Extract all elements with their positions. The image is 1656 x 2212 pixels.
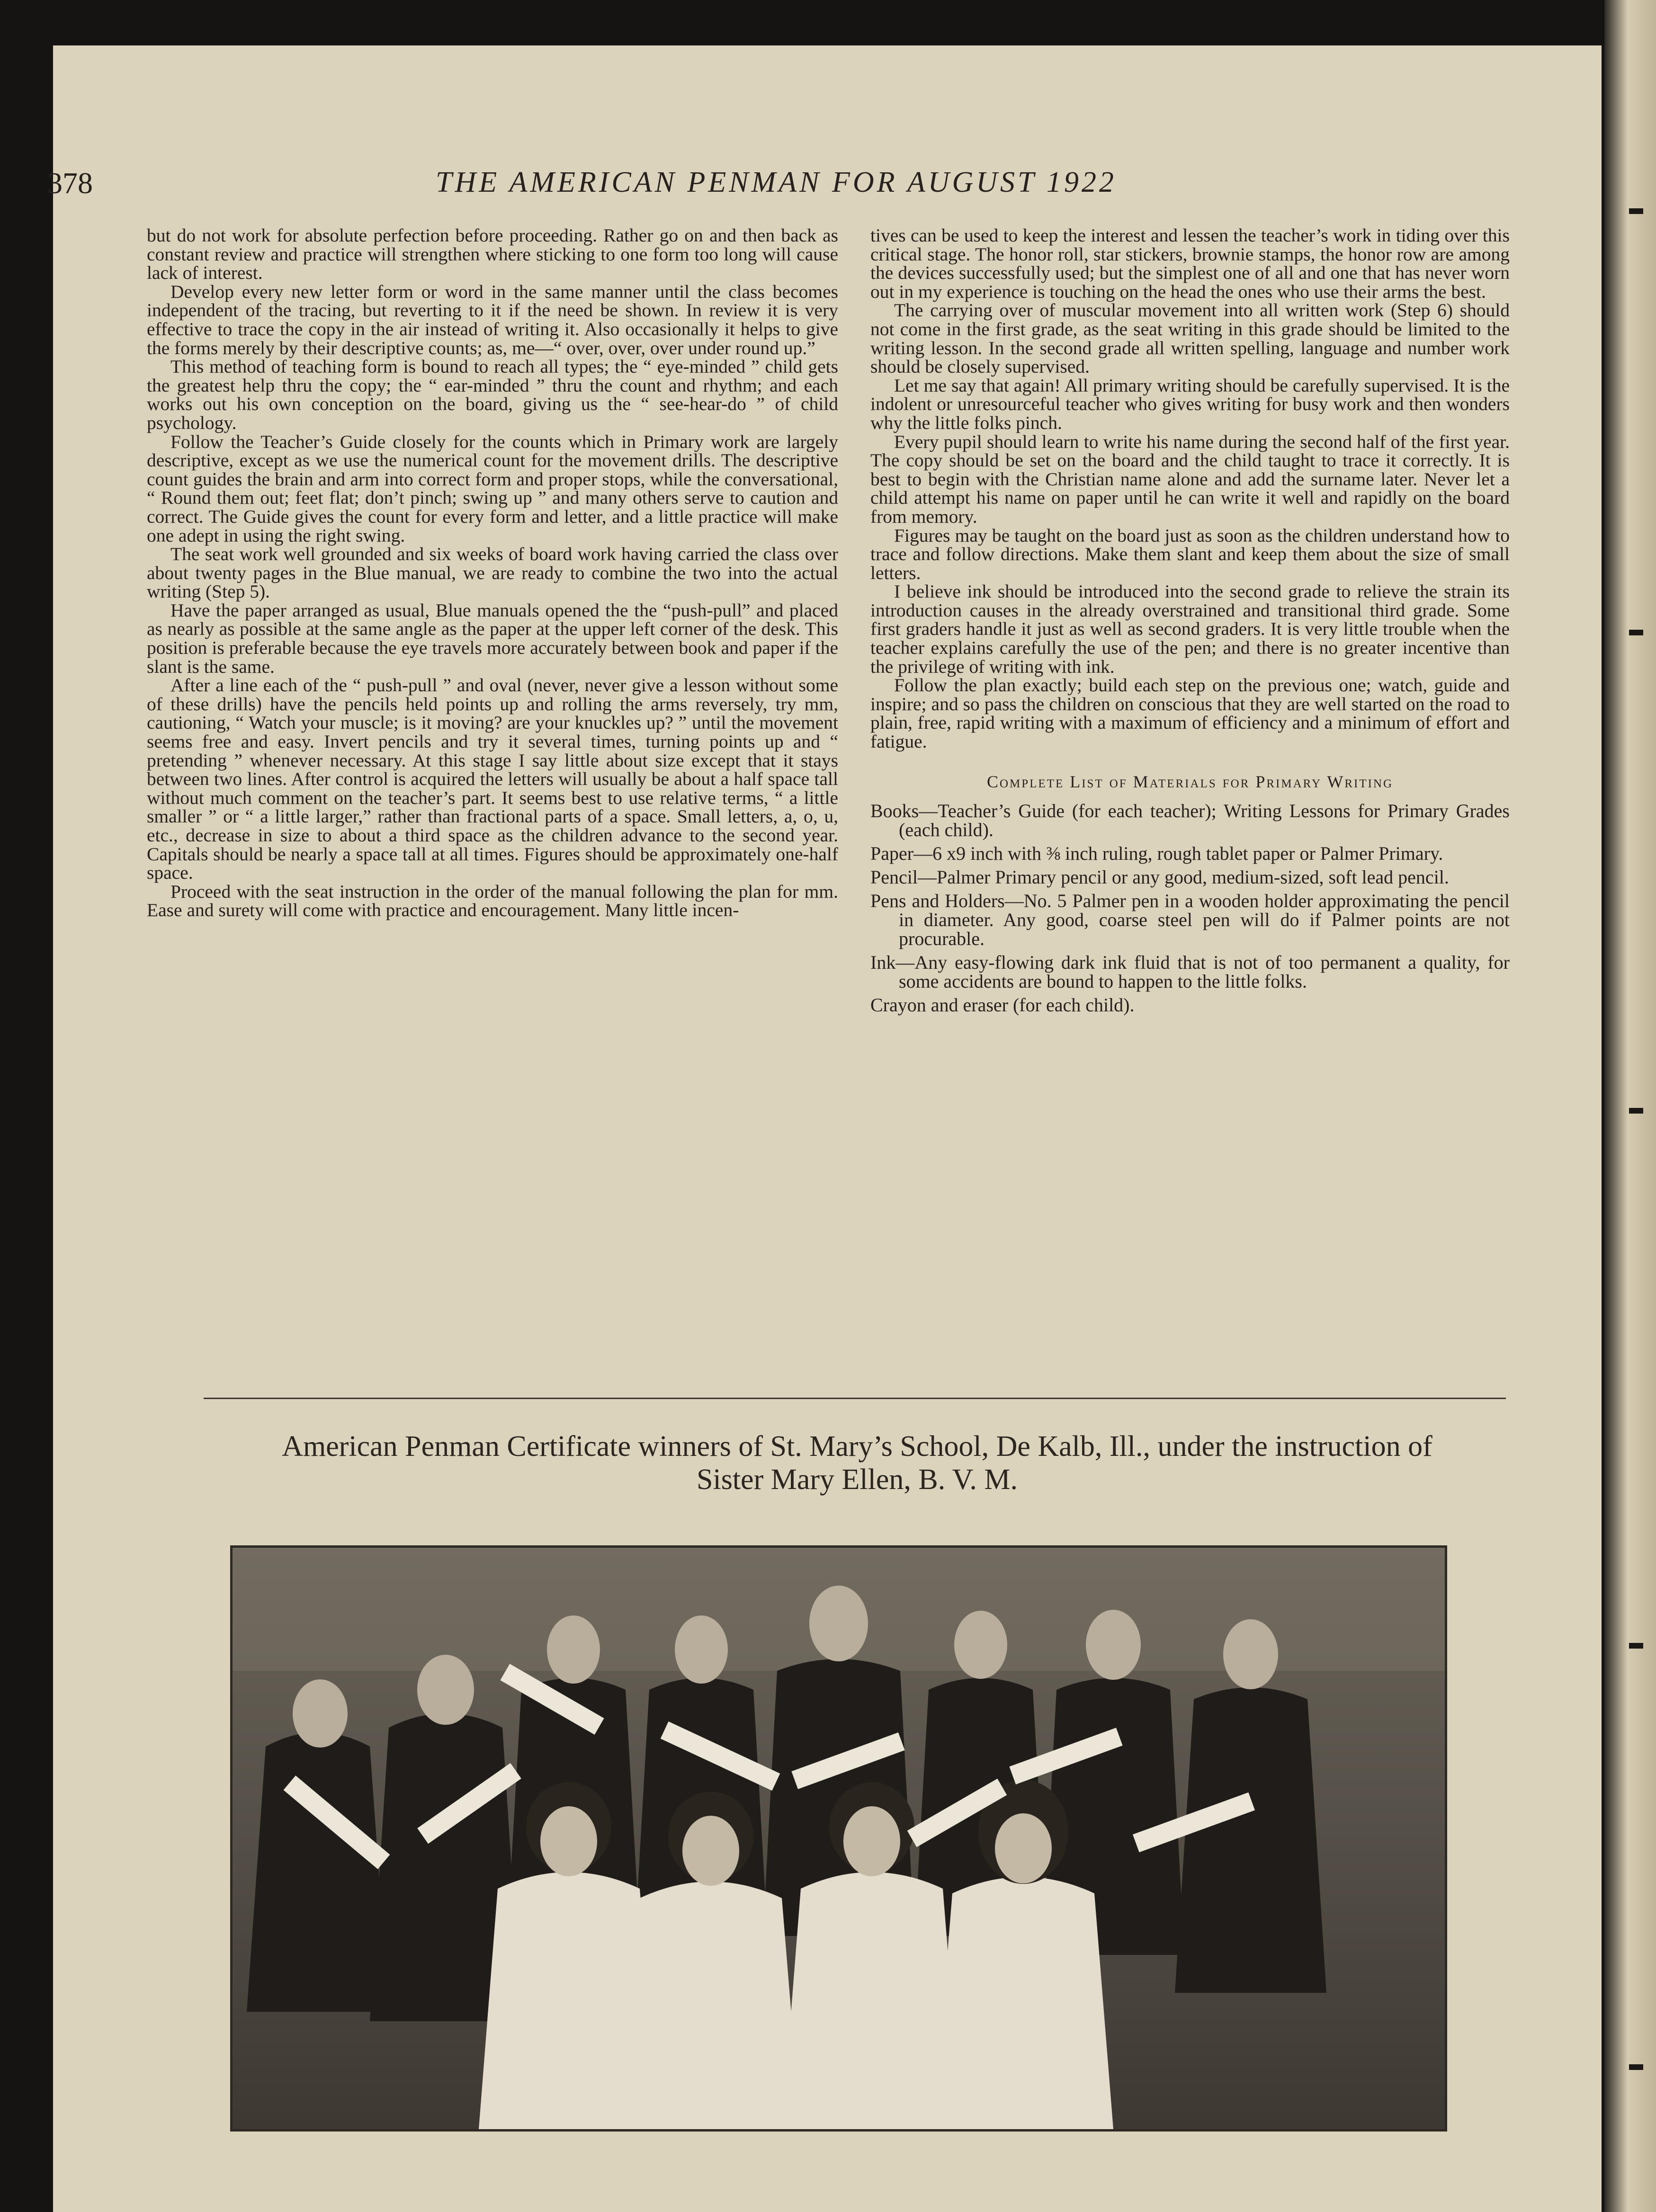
paragraph: I believe ink should be introduced into the second grade to relieve the strain its introduction causes in the already overstrained and transitional third grade. Some first graders handle it just as well as second graders. It is very little trouble when the teacher explains carefully the use of the pen; and there is no greater incentive than the privilege of writing with ink. xyxy=(870,581,1510,677)
paragraph: The seat work well grounded and six weeks of board work having carried the class over about twenty pages in the Blue manual, we are ready to combine the two into the actual writing (Step 5). xyxy=(147,544,838,602)
page-number: 378 xyxy=(47,166,93,200)
photo-caption xyxy=(199,1430,1515,1496)
materials-item: Pencil—Palmer Primary pencil or any good, medium-sized, soft lead pencil. xyxy=(870,866,1449,888)
spine-tab-mark xyxy=(1629,2064,1643,2070)
paragraph: Follow the plan exactly; build each step on the previous one; watch, guide and inspire; and so pass the children on conscious that they are well started on the road to plain, free, rapid writing with a maximum of efficiency and a minimum of effort and fatigue. xyxy=(870,675,1510,752)
paragraph: tives can be used to keep the interest and lessen the teacher’s work in tiding over this critical stage. The honor roll, star stickers, brownie stamps, the honor row are among the devices successfully used; but the simplest one of all and one that has never worn out in my experience is touching on the head the ones who use their arms the best. xyxy=(870,225,1510,302)
photo-illustration xyxy=(233,1548,1445,2129)
paragraph: This method of teaching form is bound to reach all types; the “ eye-minded ” child gets the greatest help thru the copy; the “ ear-minded ” thru the count and rhythm; and each works out his own conception on the board, giving us the “ see-hear-do ” of child psychology. xyxy=(147,356,838,433)
paragraph: Let me say that again! All primary writing should be carefully supervised. It is the indolent or unresourceful teacher who gives writing for busy work and then wonders why the little folks pinch. xyxy=(870,375,1510,433)
paragraph: After a line each of the “ push-pull ” and oval (never, never give a lesson without some of these drills) have the pencils held points up and rolling the arms reversely, try mm, cautioning, “ Watch your muscle; is it moving? are your knuckles up? ” until the movement seems free and easy. Invert pencils and try it several times, turning points up and “ pretending ” whenever necessary. At this stage I say little about size except that it stays between two lines. After control is acquired the letters will usually be about a half space tall without much comment on the teacher’s part. It seems best to use relative terms, “ a little smaller ” or “ a little larger,” rather than fractional parts of a space. Small letters, a, o, u, etc., decrease in size to about a third space as the children advance to the second year. Capitals should be nearly a space tall at all times. Figures should be approximately one-half space. xyxy=(147,675,838,883)
paragraph: Have the paper arranged as usual, Blue manuals opened the the “push-pull” and placed as nearly as possible at the same angle as the paper at the upper left corner of the desk. This position is preferable because the eye travels more accurately between book and paper if the slant is the same. xyxy=(147,599,838,677)
caption-line: American Penman Certificate winners of St. Mary’s School, De Kalb, Ill., under the instruction of xyxy=(282,1430,1432,1463)
spine-tab-mark xyxy=(1629,208,1643,214)
section-divider xyxy=(204,1398,1506,1399)
class-photograph xyxy=(230,1545,1447,2132)
paragraph: The carrying over of muscular movement into all written work (Step 6) should not come in the first grade, as the seat writing in this grade should be limited to the writing lesson. In the second grade all written spelling, language and number work should be closely supervised. xyxy=(870,300,1510,377)
paragraph: Figures may be taught on the board just as soon as the children understand how to trace and follow directions. Make them slant and keep them about the size of small letters. xyxy=(870,525,1510,583)
spine-tab-mark xyxy=(1629,1108,1643,1114)
materials-item: Books—Teacher’s Guide (for each teacher); Writing Lessons for Primary Grades (each child). xyxy=(870,800,1510,841)
spine-tab-mark xyxy=(1629,630,1643,635)
paragraph: but do not work for absolute perfection before proceeding. Rather go on and then back as constant review and practice will strengthen where sticking to one form too long will cause lack of interest. xyxy=(147,225,838,284)
paragraph: Every pupil should learn to write his name during the second half of the first year. The copy should be set on the board and the child taught to trace it correctly. It is best to begin with the Christian name alone and add the surname later. Never let a child attempt his name on paper until he can write it well and rapidly on the board from memory. xyxy=(870,431,1510,527)
book-spine xyxy=(1604,0,1656,2212)
materials-heading: Complete List of Materials for Primary Writing xyxy=(986,772,1394,791)
paragraph: Proceed with the seat instruction in the order of the manual following the plan for mm. Ease and surety will come with practice and encouragement. Many little incen- xyxy=(147,881,838,921)
left-column xyxy=(147,226,838,920)
caption-line: Sister Mary Ellen, B. V. M. xyxy=(696,1463,1018,1496)
spine-tab-mark xyxy=(1629,1643,1643,1649)
materials-item: Pens and Holders—No. 5 Palmer pen in a wooden holder approximating the pencil in diameter. Any good, coarse steel pen will do if Palmer points are not procurable. xyxy=(870,890,1510,950)
paragraph: Develop every new letter form or word in the same manner until the class becomes independent of the tracing, but reverting to it if the need be shown. In review it is very effective to trace the copy in the air instead of writing it. Also occasionally it helps to give the forms merely by their descriptive counts; as, me—“ over, over, over under round up.” xyxy=(147,281,838,358)
running-title: THE AMERICAN PENMAN FOR AUGUST 1922 xyxy=(436,166,1117,198)
paragraph: Follow the Teacher’s Guide closely for the counts which in Primary work are largely descriptive, except as we use the numerical count for the movement drills. The descriptive count guides the brain and arm into correct form and proper stops, while the conversational, “ Round them out; feet flat; don’t pinch; swing up ” and many others serve to caution and correct. The Guide gives the count for every form and letter, and a little practice will make one adept in using the right swing. xyxy=(147,431,838,546)
materials-item: Paper—6 x9 inch with ⅜ inch ruling, rough tablet paper or Palmer Primary. xyxy=(870,843,1443,865)
right-column xyxy=(870,226,1510,1019)
materials-item: Crayon and eraser (for each child). xyxy=(870,994,1135,1016)
materials-item: Ink—Any easy-flowing dark ink fluid that is not of too permanent a quality, for some accidents are bound to happen to the little folks. xyxy=(870,952,1510,992)
